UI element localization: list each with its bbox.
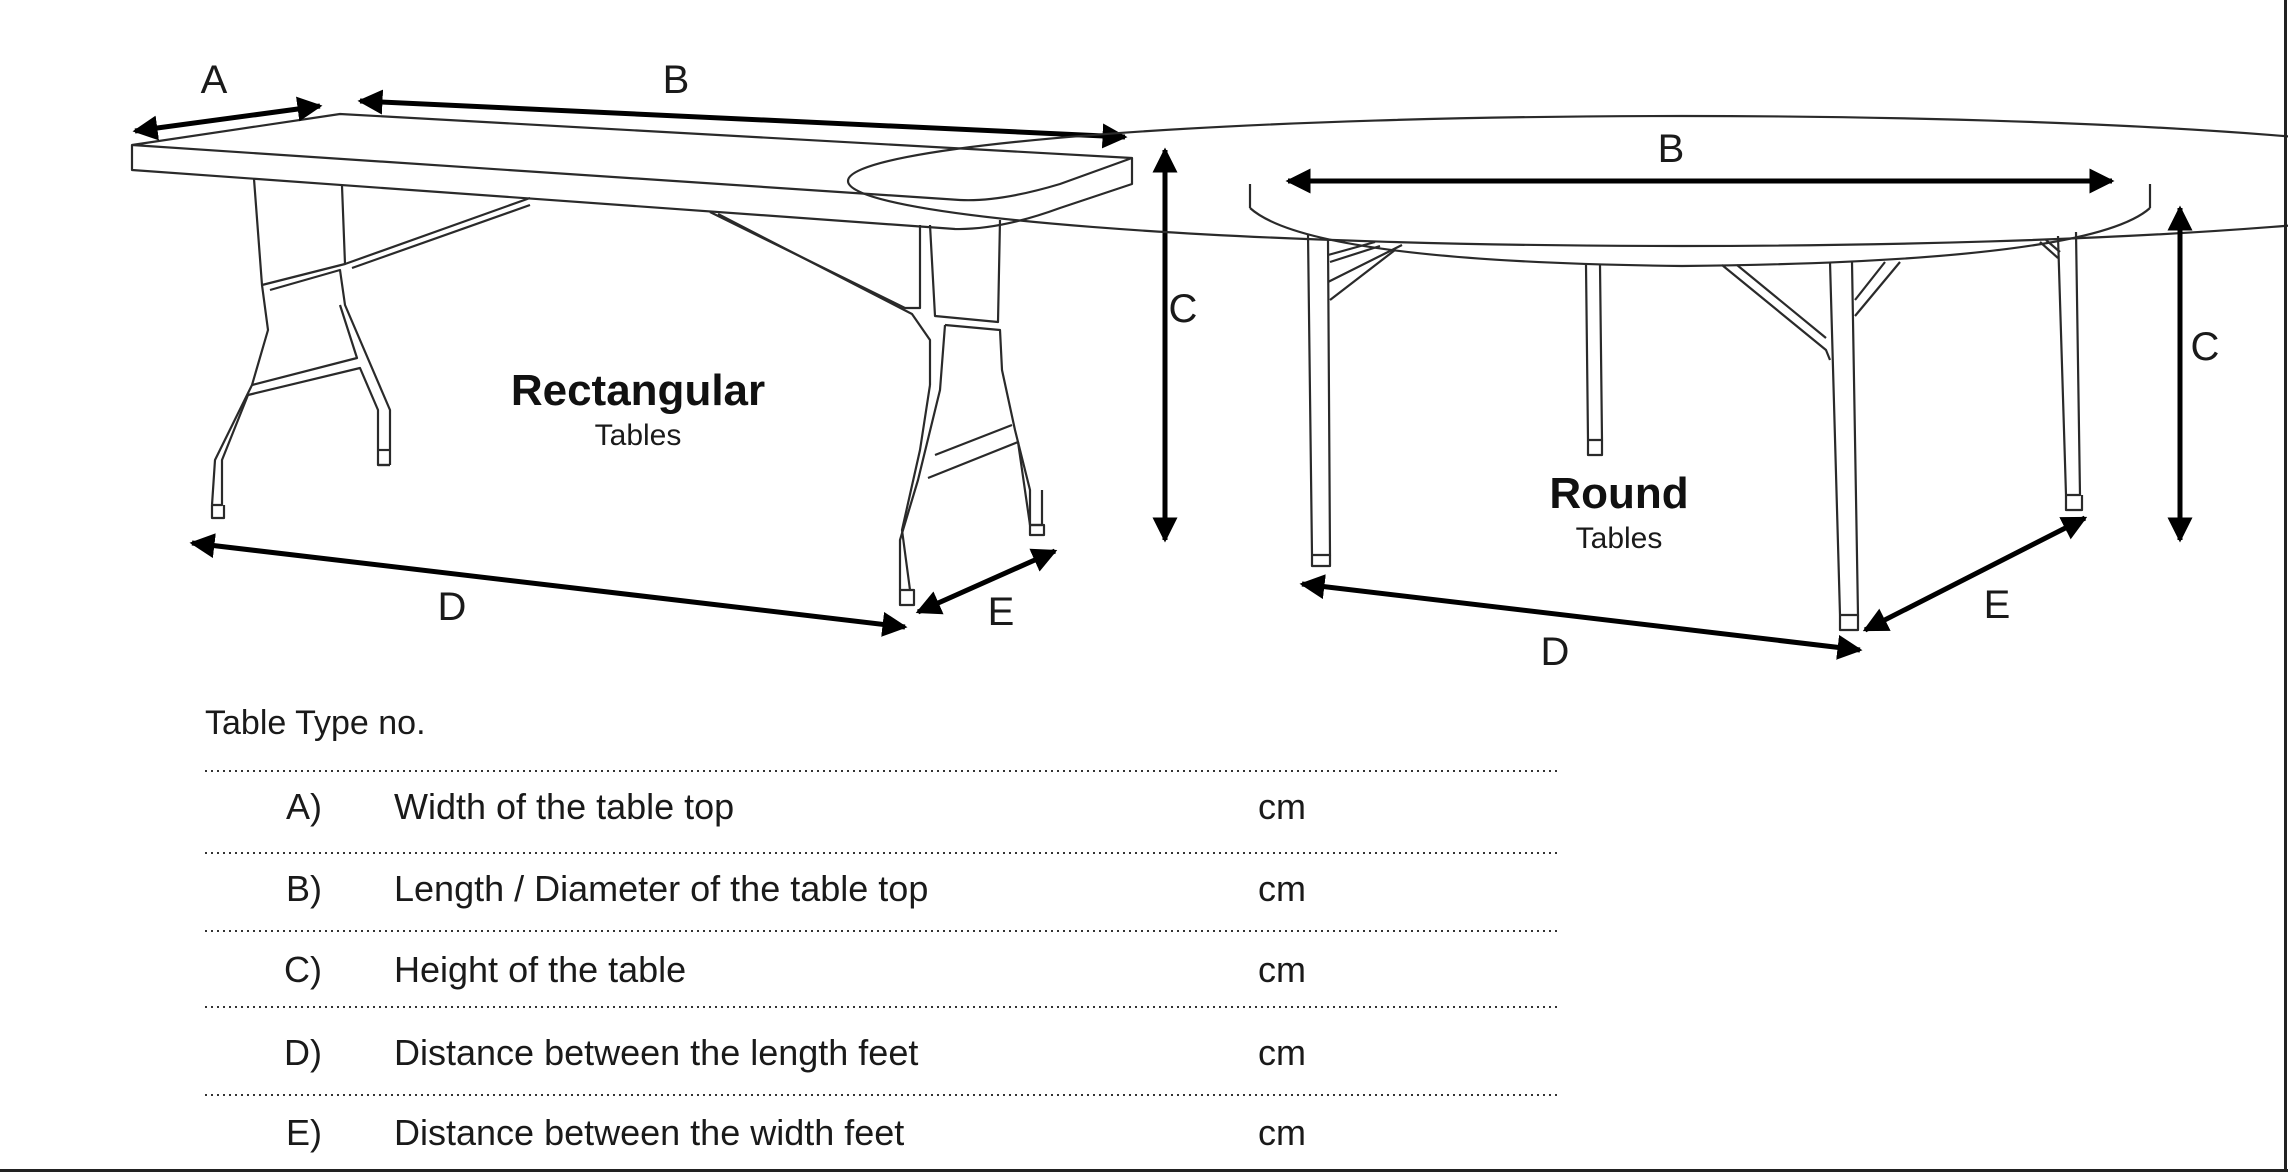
row-b-letter: B) [286, 868, 322, 909]
rect-label-a: A [200, 58, 228, 102]
row-b-text: Length / Diameter of the table top [394, 868, 929, 909]
rect-label-e: E [987, 590, 1015, 634]
round-label-d: D [1540, 630, 1570, 674]
row-a-letter: A) [286, 786, 322, 827]
row-e-letter: E) [286, 1112, 322, 1153]
form-title: Table Type no. [205, 704, 426, 742]
round-title: Round [1549, 469, 1689, 518]
rect-label-c: C [1168, 287, 1198, 331]
rect-label-b: B [662, 58, 690, 102]
row-e-unit: cm [1258, 1112, 1306, 1153]
round-label-b: B [1657, 127, 1685, 171]
row-a-unit: cm [1258, 786, 1306, 827]
row-a-text: Width of the table top [394, 786, 735, 827]
row-c-letter: C) [284, 949, 322, 990]
row-d-text: Distance between the length feet [394, 1032, 919, 1073]
row-c-unit: cm [1258, 949, 1306, 990]
row-b-unit: cm [1258, 868, 1306, 909]
row-d-letter: D) [284, 1032, 322, 1073]
frame-right-border [2284, 0, 2287, 1172]
round-label-c: C [2190, 325, 2220, 369]
rectangular-title: Rectangular [510, 366, 766, 415]
rect-label-d: D [437, 585, 467, 629]
row-d-unit: cm [1258, 1032, 1306, 1073]
round-label-e: E [1983, 583, 2011, 627]
frame-bottom-border [0, 1169, 2288, 1172]
rectangular-subtitle: Tables [594, 419, 682, 452]
row-e-text: Distance between the width feet [394, 1112, 905, 1153]
round-subtitle: Tables [1575, 522, 1663, 555]
row-c-text: Height of the table [394, 949, 687, 990]
